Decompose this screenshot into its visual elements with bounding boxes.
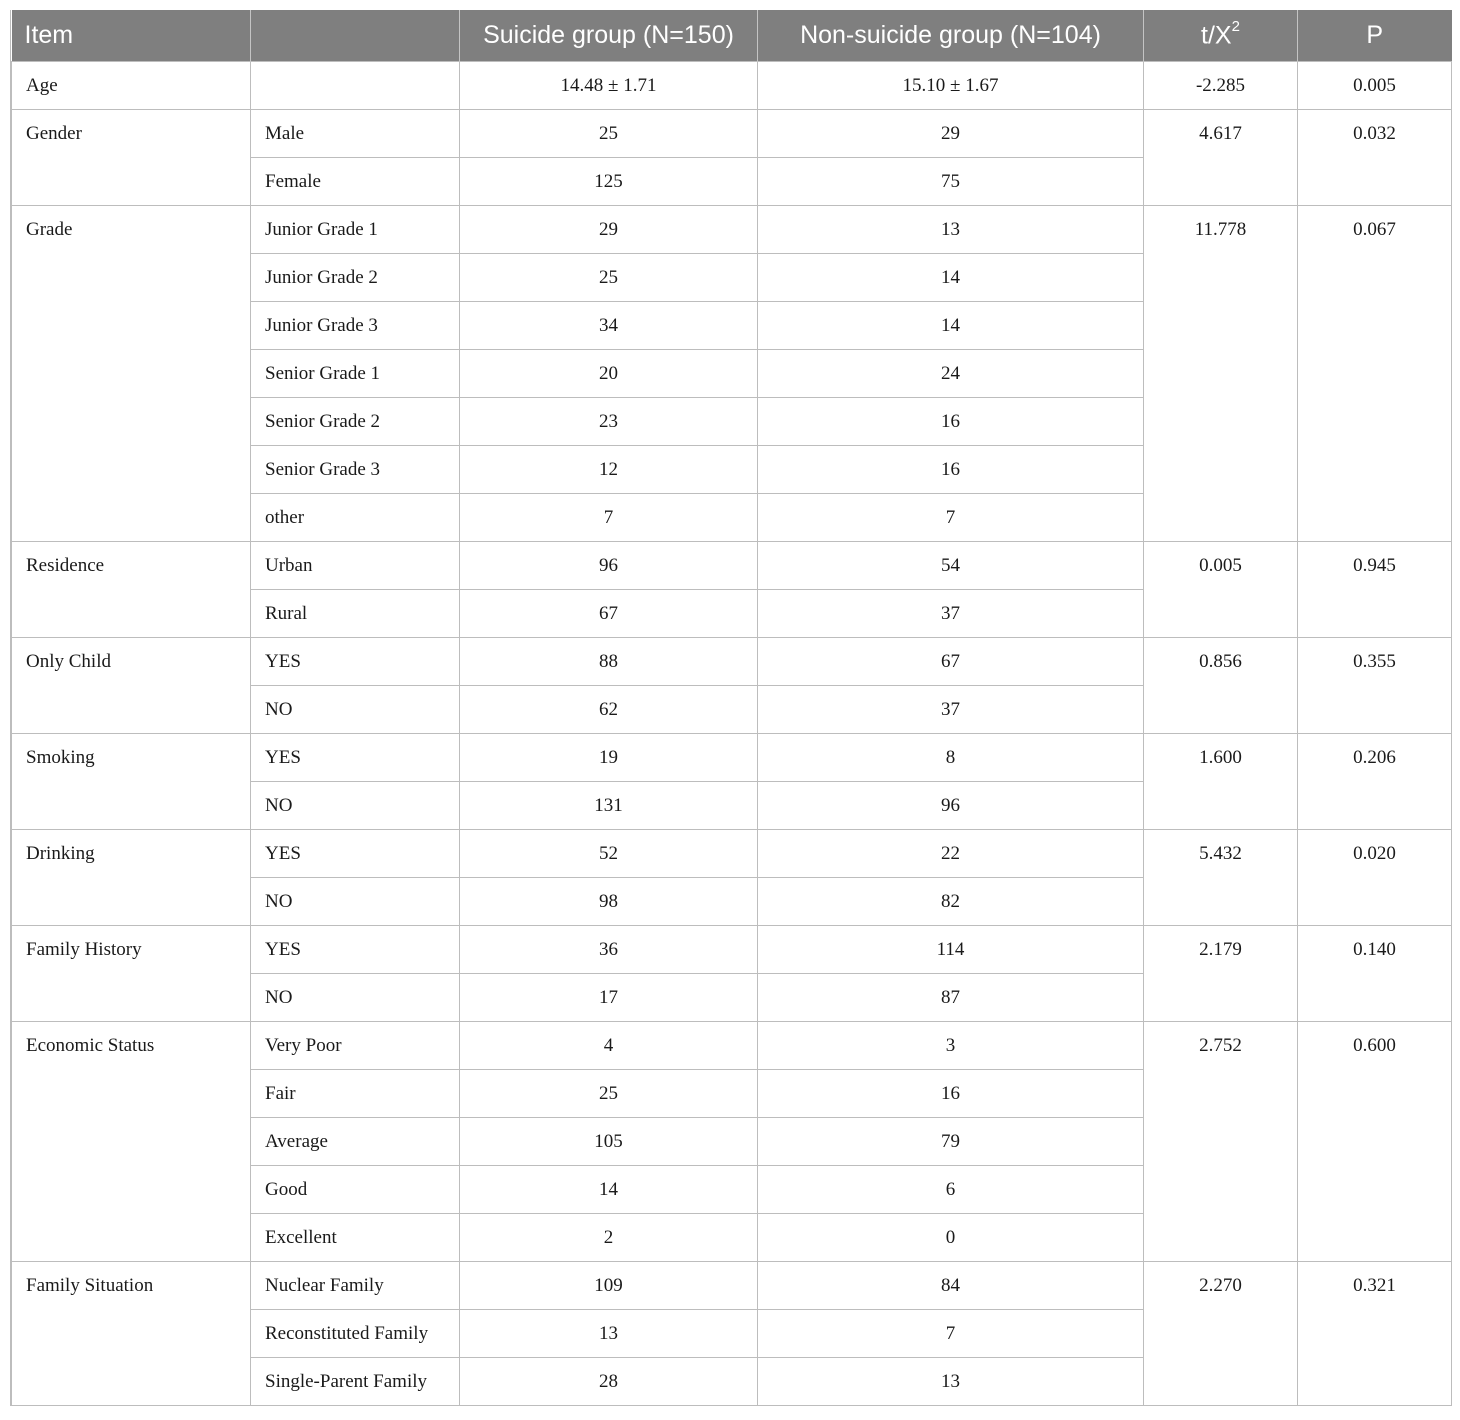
suicide-group-cell: 14.48 ± 1.71 [460, 62, 758, 110]
non-suicide-group-cell: 13 [758, 206, 1144, 254]
table-row [12, 110, 1452, 158]
item-cell: Economic Status [12, 1022, 251, 1262]
item-cell: Gender [12, 110, 251, 206]
statistic-cell: 4.617 [1144, 110, 1298, 206]
item-cell: Age [12, 62, 251, 110]
subitem-cell: Junior Grade 1 [251, 206, 460, 254]
comparison-table [11, 10, 1452, 1406]
p-value-cell: 0.005 [1298, 62, 1452, 110]
suicide-group-cell: 25 [460, 254, 758, 302]
subitem-cell: Good [251, 1166, 460, 1214]
statistic-cell: -2.285 [1144, 62, 1298, 110]
statistic-cell: 2.179 [1144, 926, 1298, 1022]
non-suicide-group-cell: 8 [758, 734, 1144, 782]
suicide-group-cell: 67 [460, 590, 758, 638]
subitem-cell: NO [251, 878, 460, 926]
table-row [12, 542, 1452, 590]
suicide-group-cell: 7 [460, 494, 758, 542]
table-row [12, 62, 1452, 110]
non-suicide-group-cell: 6 [758, 1166, 1144, 1214]
suicide-group-cell: 12 [460, 446, 758, 494]
subitem-cell: Very Poor [251, 1022, 460, 1070]
non-suicide-group-cell: 24 [758, 350, 1144, 398]
non-suicide-group-cell: 114 [758, 926, 1144, 974]
non-suicide-group-cell: 84 [758, 1262, 1144, 1310]
subitem-cell: Excellent [251, 1214, 460, 1262]
suicide-group-cell: 96 [460, 542, 758, 590]
statistic-cell: 5.432 [1144, 830, 1298, 926]
statistic-cell: 1.600 [1144, 734, 1298, 830]
p-value-cell: 0.206 [1298, 734, 1452, 830]
p-value-cell: 0.321 [1298, 1262, 1452, 1406]
suicide-group-cell: 23 [460, 398, 758, 446]
non-suicide-group-cell: 75 [758, 158, 1144, 206]
non-suicide-group-cell: 14 [758, 302, 1144, 350]
subitem-cell: Reconstituted Family [251, 1310, 460, 1358]
suicide-group-cell: 88 [460, 638, 758, 686]
subitem-cell [251, 62, 460, 110]
subitem-cell: Nuclear Family [251, 1262, 460, 1310]
non-suicide-group-cell: 96 [758, 782, 1144, 830]
subitem-cell: NO [251, 686, 460, 734]
subitem-cell: NO [251, 782, 460, 830]
table-header [12, 10, 1452, 62]
suicide-group-cell: 62 [460, 686, 758, 734]
item-cell: Family Situation [12, 1262, 251, 1406]
table-row [12, 1022, 1452, 1070]
suicide-group-cell: 36 [460, 926, 758, 974]
subitem-cell: Urban [251, 542, 460, 590]
non-suicide-group-cell: 7 [758, 494, 1144, 542]
header-statistic-base: t/X [1201, 21, 1232, 50]
header-item: Item [12, 10, 251, 62]
non-suicide-group-cell: 82 [758, 878, 1144, 926]
statistic-cell: 2.752 [1144, 1022, 1298, 1262]
subitem-cell: YES [251, 926, 460, 974]
suicide-group-cell: 14 [460, 1166, 758, 1214]
item-cell: Family History [12, 926, 251, 1022]
header-statistic [1144, 10, 1298, 62]
non-suicide-group-cell: 14 [758, 254, 1144, 302]
suicide-group-cell: 28 [460, 1358, 758, 1406]
subitem-cell: Rural [251, 590, 460, 638]
suicide-group-cell: 34 [460, 302, 758, 350]
non-suicide-group-cell: 79 [758, 1118, 1144, 1166]
non-suicide-group-cell: 3 [758, 1022, 1144, 1070]
subitem-cell: YES [251, 638, 460, 686]
non-suicide-group-cell: 37 [758, 686, 1144, 734]
p-value-cell: 0.600 [1298, 1022, 1452, 1262]
header-subitem [251, 10, 460, 62]
subitem-cell: other [251, 494, 460, 542]
suicide-group-cell: 52 [460, 830, 758, 878]
table-row [12, 206, 1452, 254]
non-suicide-group-cell: 7 [758, 1310, 1144, 1358]
table-row [12, 830, 1452, 878]
suicide-group-cell: 17 [460, 974, 758, 1022]
p-value-cell: 0.140 [1298, 926, 1452, 1022]
non-suicide-group-cell: 16 [758, 1070, 1144, 1118]
item-cell: Grade [12, 206, 251, 542]
subitem-cell: Average [251, 1118, 460, 1166]
statistic-cell: 0.005 [1144, 542, 1298, 638]
non-suicide-group-cell: 15.10 ± 1.67 [758, 62, 1144, 110]
subitem-cell: Female [251, 158, 460, 206]
subitem-cell: Senior Grade 2 [251, 398, 460, 446]
item-cell: Residence [12, 542, 251, 638]
statistic-cell: 2.270 [1144, 1262, 1298, 1406]
p-value-cell: 0.032 [1298, 110, 1452, 206]
p-value-cell: 0.020 [1298, 830, 1452, 926]
table-row [12, 638, 1452, 686]
subitem-cell: Single-Parent Family [251, 1358, 460, 1406]
suicide-group-cell: 109 [460, 1262, 758, 1310]
suicide-group-cell: 2 [460, 1214, 758, 1262]
suicide-group-cell: 25 [460, 110, 758, 158]
item-cell: Only Child [12, 638, 251, 734]
non-suicide-group-cell: 13 [758, 1358, 1144, 1406]
header-p-value: P [1298, 10, 1452, 62]
subitem-cell: Senior Grade 3 [251, 446, 460, 494]
table-row [12, 734, 1452, 782]
suicide-group-cell: 4 [460, 1022, 758, 1070]
subitem-cell: Junior Grade 2 [251, 254, 460, 302]
table-row [12, 1262, 1452, 1310]
suicide-group-cell: 125 [460, 158, 758, 206]
p-value-cell: 0.945 [1298, 542, 1452, 638]
item-cell: Smoking [12, 734, 251, 830]
statistic-cell: 0.856 [1144, 638, 1298, 734]
suicide-group-cell: 98 [460, 878, 758, 926]
header-row [12, 10, 1452, 62]
item-cell: Drinking [12, 830, 251, 926]
suicide-group-cell: 25 [460, 1070, 758, 1118]
data-table-container [10, 10, 1452, 1406]
suicide-group-cell: 20 [460, 350, 758, 398]
suicide-group-cell: 13 [460, 1310, 758, 1358]
non-suicide-group-cell: 54 [758, 542, 1144, 590]
non-suicide-group-cell: 87 [758, 974, 1144, 1022]
statistic-cell: 11.778 [1144, 206, 1298, 542]
subitem-cell: Fair [251, 1070, 460, 1118]
suicide-group-cell: 105 [460, 1118, 758, 1166]
non-suicide-group-cell: 29 [758, 110, 1144, 158]
subitem-cell: Male [251, 110, 460, 158]
subitem-cell: YES [251, 734, 460, 782]
subitem-cell: Senior Grade 1 [251, 350, 460, 398]
suicide-group-cell: 29 [460, 206, 758, 254]
suicide-group-cell: 131 [460, 782, 758, 830]
p-value-cell: 0.355 [1298, 638, 1452, 734]
suicide-group-cell: 19 [460, 734, 758, 782]
non-suicide-group-cell: 0 [758, 1214, 1144, 1262]
subitem-cell: NO [251, 974, 460, 1022]
non-suicide-group-cell: 16 [758, 446, 1144, 494]
subitem-cell: Junior Grade 3 [251, 302, 460, 350]
table-body [12, 62, 1452, 1406]
p-value-cell: 0.067 [1298, 206, 1452, 542]
non-suicide-group-cell: 22 [758, 830, 1144, 878]
header-non-suicide-group: Non-suicide group (N=104) [758, 10, 1144, 62]
header-suicide-group: Suicide group (N=150) [460, 10, 758, 62]
table-row [12, 926, 1452, 974]
subitem-cell: YES [251, 830, 460, 878]
non-suicide-group-cell: 37 [758, 590, 1144, 638]
header-statistic-superscript: 2 [1231, 17, 1240, 35]
non-suicide-group-cell: 16 [758, 398, 1144, 446]
non-suicide-group-cell: 67 [758, 638, 1144, 686]
